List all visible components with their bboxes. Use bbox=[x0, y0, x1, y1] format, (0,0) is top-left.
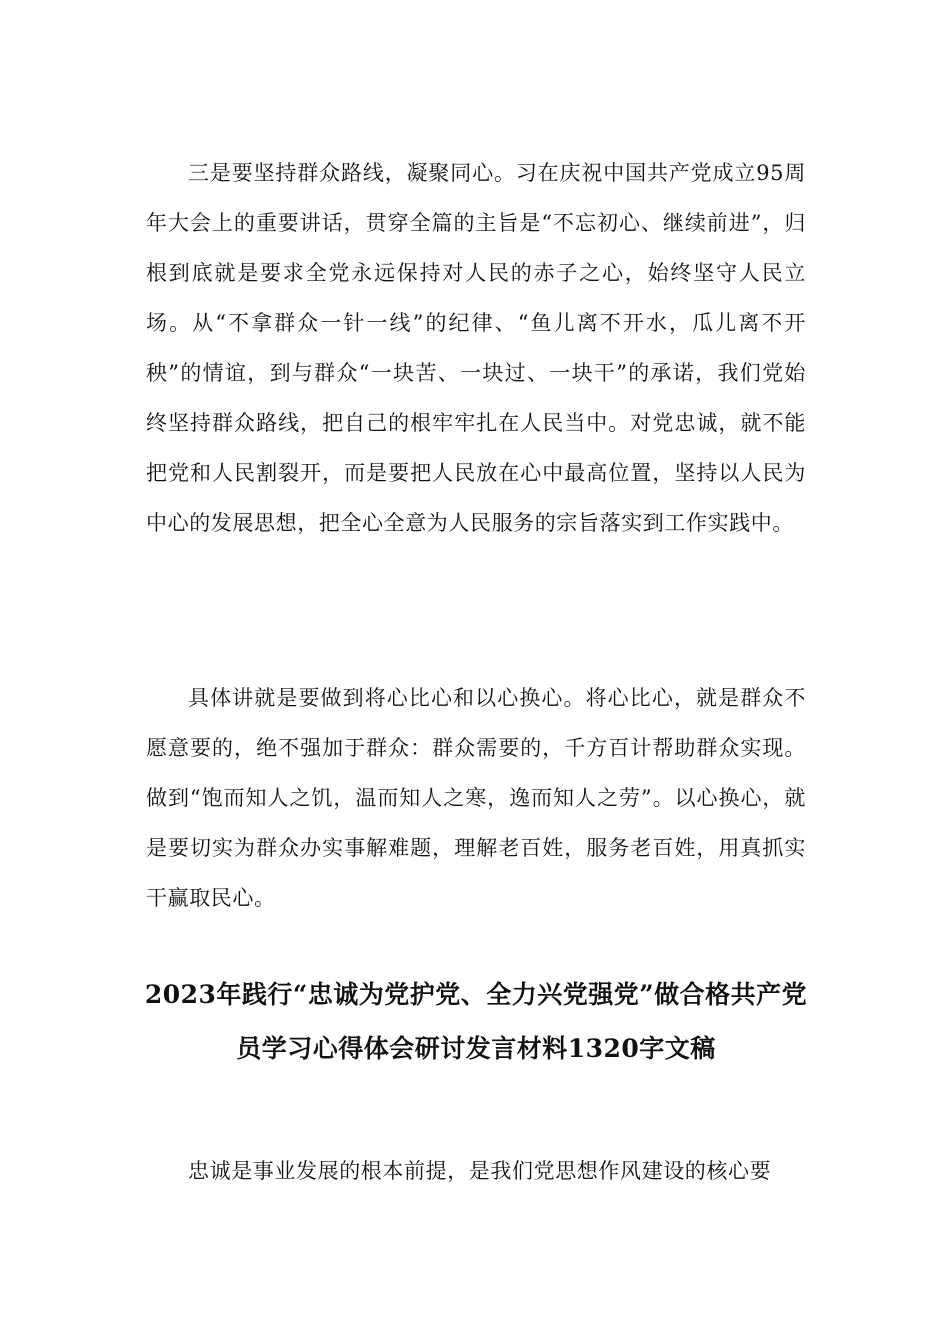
paragraph-heart-to-heart: 具体讲就是要做到将心比心和以心换心。将心比心，就是群众不愿意要的，绝不强加于群众：群众需要的，千方百计帮助群众实现。做到“饱而知人之饥，温而知人之寒，逸而知人之劳”。以心换心，就是要切实为群众办实事解难题，理解老百姓，服务老百姓，用真抓实干赢取民心。 bbox=[146, 686, 806, 910]
paragraph-loyalty-intro: 忠诚是事业发展的根本前提，是我们党思想作风建设的核心要 bbox=[188, 1159, 772, 1183]
article-title: 2023年践行“忠诚为党护党、全力兴党强党”做合格共产党员学习心得体会研讨发言材料1320字文稿 bbox=[144, 980, 808, 1063]
paragraph-mass-line: 三是要坚持群众路线，凝聚同心。习在庆祝中国共产党成立95周年大会上的重要讲话，贯穿全篇的主旨是“不忘初心、继续前进”，归根到底就是要求全党永远保持对人民的赤子之心，始终坚守人民立场。从“不拿群众一针一线”的纪律、“鱼儿离不开水，瓜儿离不开秧”的情谊，到与群众“一块苦、一块过、一块干”的承诺，我们党始终坚持群众路线，把自己的根牢牢扎在人民当中。对党忠诚，就不能把党和人民割裂开，而是要把人民放在心中最高位置，坚持以人民为中心的发展思想，把全心全意为人民服务的宗旨落实到工作实践中。 bbox=[146, 161, 806, 535]
